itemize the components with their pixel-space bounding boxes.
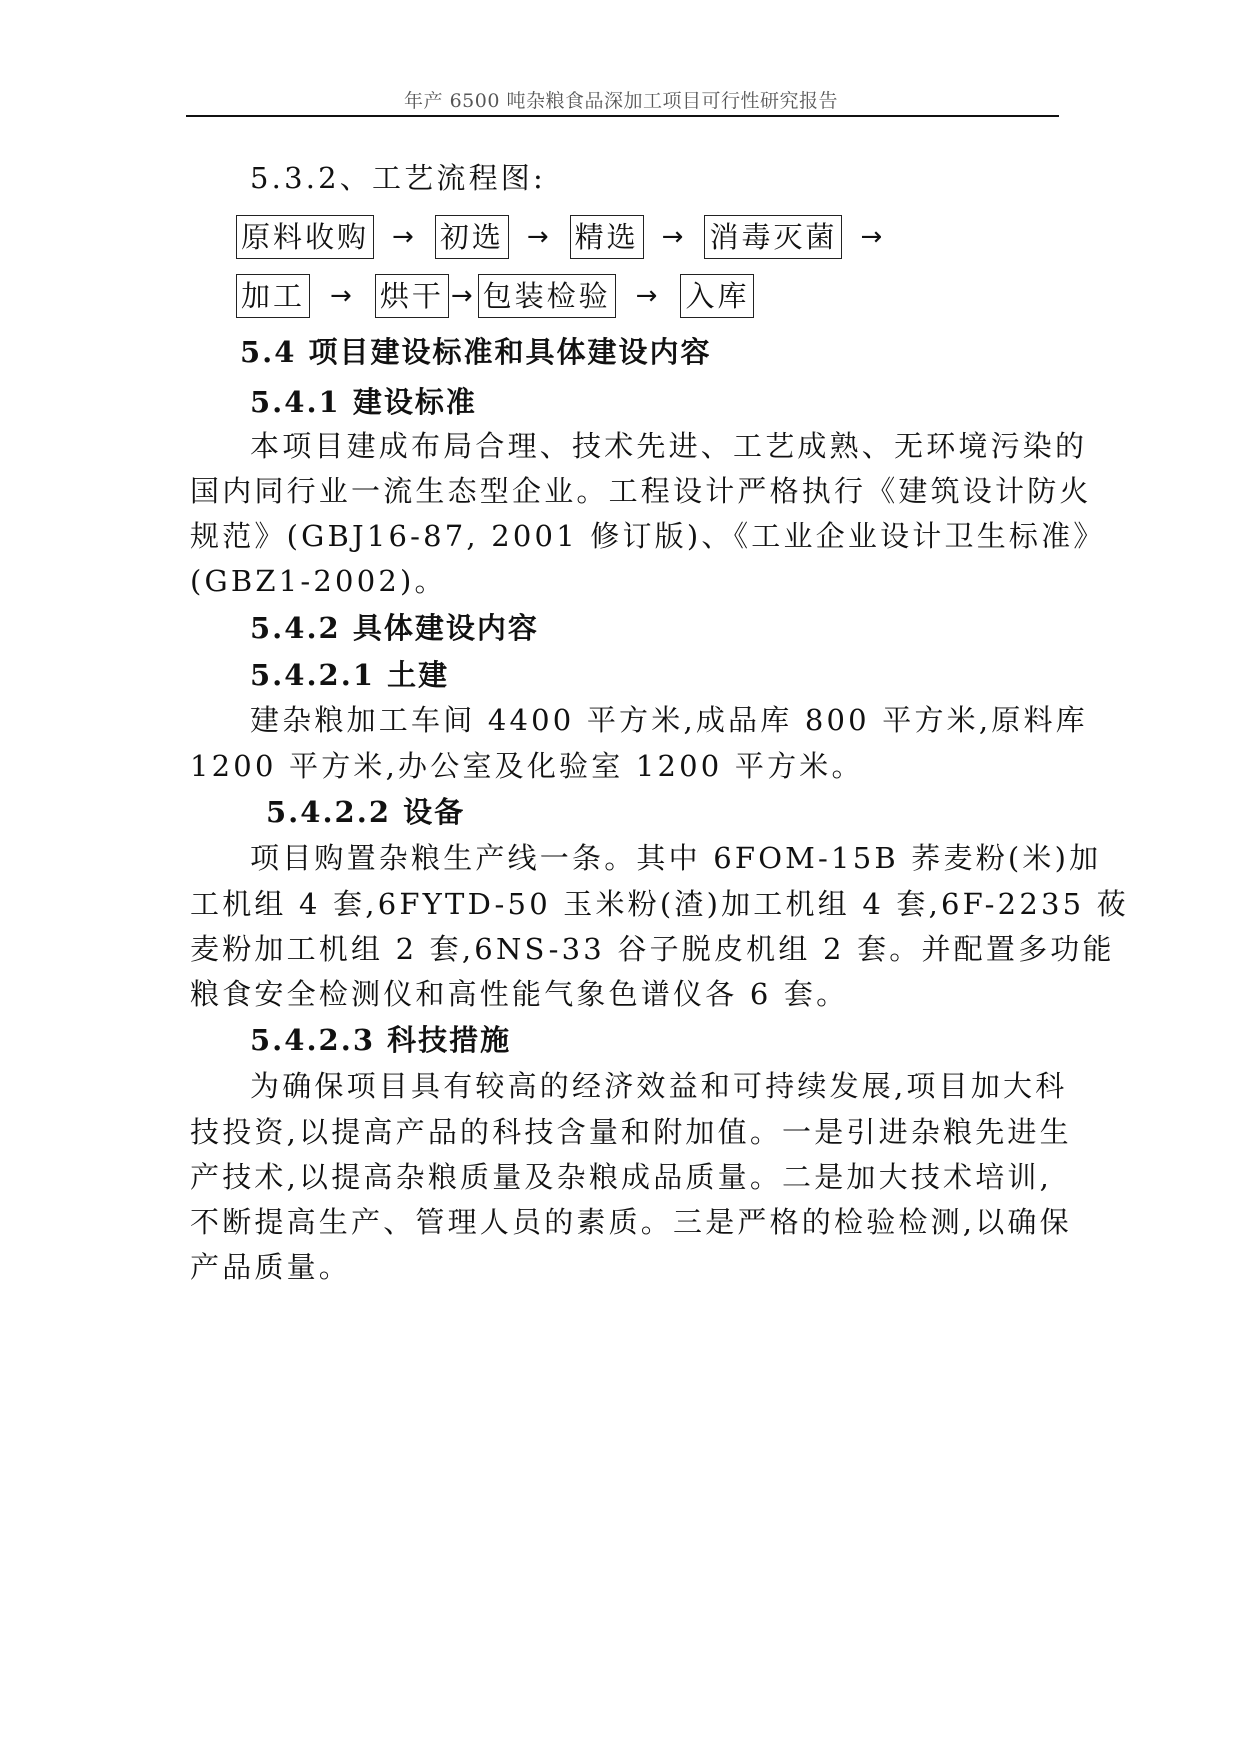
section-heading-5-4: 5.4 项目建设标准和具体建设内容 (240, 335, 712, 369)
paragraph-line: 本项目建成布局合理、技术先进、工艺成熟、无环境污染的 (250, 429, 1088, 463)
flow-step-fine-select: 精选 (570, 215, 644, 259)
paragraph-line: 技投资,以提高产品的科技含量和附加值。一是引进杂粮先进生 (190, 1115, 1072, 1149)
flow-row-1 (236, 214, 895, 260)
paragraph-line: 为确保项目具有较高的经济效益和可持续发展,项目加大科 (250, 1069, 1068, 1103)
flow-arrow: → (450, 281, 476, 311)
flow-step-initial-select: 初选 (435, 215, 509, 259)
paragraph-line: 建杂粮加工车间 4400 平方米,成品库 800 平方米,原料库 (250, 703, 1088, 737)
paragraph-line: (GBZ1-2002)。 (190, 564, 447, 598)
section-heading-5-4-2-3: 5.4.2.3 科技措施 (250, 1023, 512, 1057)
paragraph-line: 粮食安全检测仪和高性能气象色谱仪各 6 套。 (190, 977, 849, 1011)
section-heading-5-4-2: 5.4.2 具体建设内容 (250, 611, 539, 645)
flow-step-dry: 烘干 (375, 274, 449, 318)
flow-arrow: → (860, 222, 886, 252)
flow-step-raw-purchase: 原料收购 (236, 215, 374, 259)
paragraph-line: 1200 平方米,办公室及化验室 1200 平方米。 (190, 749, 864, 783)
flow-row-2 (236, 273, 754, 319)
section-heading-5-4-1: 5.4.1 建设标准 (250, 385, 477, 419)
flow-arrow: → (635, 281, 661, 311)
flow-step-disinfect: 消毒灭菌 (704, 215, 842, 259)
paragraph-line: 国内同行业一流生态型企业。工程设计严格执行《建筑设计防火 (190, 474, 1092, 508)
flow-arrow: → (330, 281, 355, 311)
header-divider (186, 115, 1059, 117)
flow-step-package-inspect: 包装检验 (478, 274, 616, 318)
flow-step-storage: 入库 (680, 274, 754, 318)
page-header-title: 年产 6500 吨杂粮食品深加工项目可行性研究报告 (404, 90, 838, 112)
paragraph-line: 工机组 4 套,6FYTD-50 玉米粉(渣)加工机组 4 套,6F-2235 莜 (190, 887, 1129, 921)
flow-arrow: → (661, 222, 687, 252)
paragraph-line: 麦粉加工机组 2 套,6NS-33 谷子脱皮机组 2 套。并配置多功能 (190, 932, 1115, 966)
paragraph-line: 产技术,以提高杂粮质量及杂粮成品质量。二是加大技术培训, (190, 1160, 1053, 1194)
flow-arrow: → (526, 222, 552, 252)
paragraph-line: 规范》(GBJ16-87, 2001 修订版)、《工业企业设计卫生标准》 (190, 519, 1106, 553)
section-heading-5-4-2-1: 5.4.2.1 土建 (250, 658, 450, 692)
paragraph-line: 不断提高生产、管理人员的素质。三是严格的检验检测,以确保 (190, 1205, 1072, 1239)
flow-arrow: → (392, 222, 417, 252)
paragraph-line: 项目购置杂粮生产线一条。其中 6FOM-15B 荞麦粉(米)加 (250, 841, 1102, 875)
flow-step-process: 加工 (236, 274, 310, 318)
paragraph-line: 产品质量。 (190, 1250, 352, 1284)
flow-chart-title: 5.3.2、工艺流程图: (250, 161, 546, 195)
section-heading-5-4-2-2: 5.4.2.2 设备 (266, 795, 466, 829)
